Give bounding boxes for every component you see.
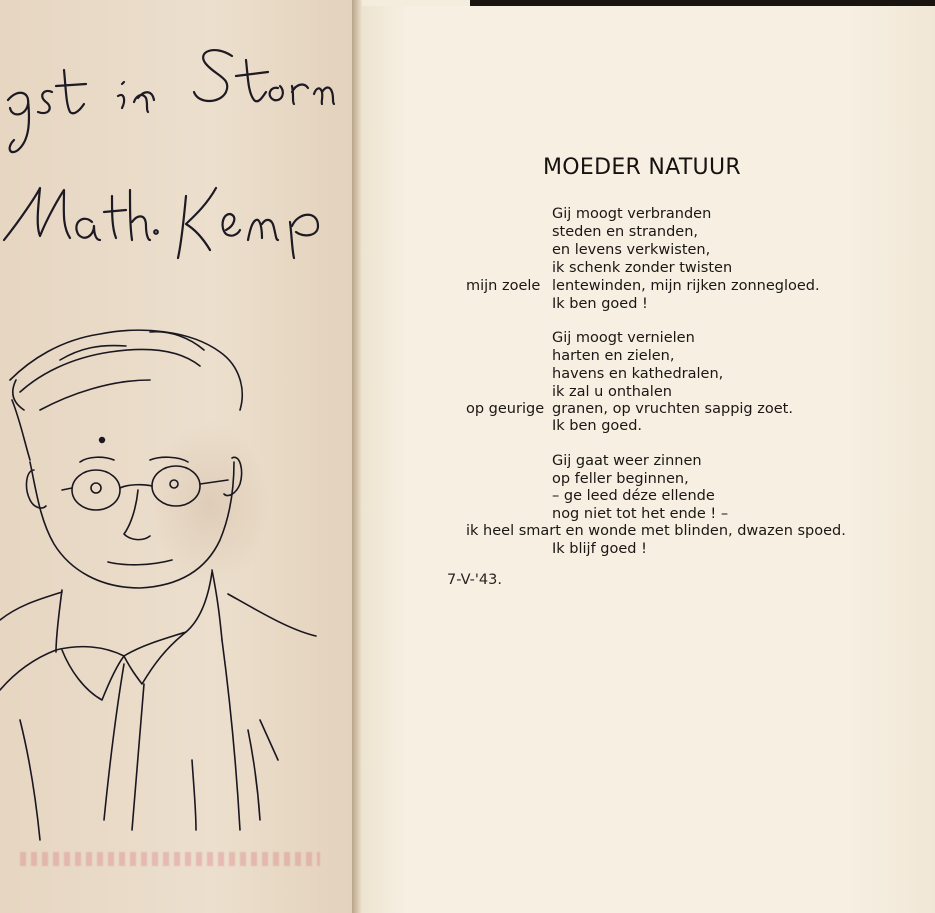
handwritten-author bbox=[4, 188, 318, 258]
poem-line: – ge leed déze ellende bbox=[552, 488, 715, 504]
book-gutter bbox=[352, 0, 362, 913]
poem-line: ik schenk zonder twisten bbox=[552, 260, 733, 276]
poem-line: en levens verkwisten, bbox=[552, 242, 711, 258]
poem-line: ik heel smart en wonde met blinden, dwazen spoed. bbox=[466, 523, 846, 539]
poem-line: harten en zielen, bbox=[552, 348, 675, 364]
poem-line: op feller beginnen, bbox=[552, 471, 689, 487]
left-page bbox=[0, 0, 355, 913]
poem-line: Gij moogt vernielen bbox=[552, 330, 695, 346]
poem-line: Ik ben goed. bbox=[552, 418, 643, 434]
poem-line: granen, op vruchten sappig zoet. bbox=[552, 401, 793, 417]
handwritten-title bbox=[8, 50, 334, 152]
poem-line: Gij moogt verbranden bbox=[552, 206, 712, 222]
poem-line: nog niet tot het ende ! – bbox=[552, 506, 729, 522]
poem-line: steden en stranden, bbox=[552, 224, 699, 240]
poem-line: ik zal u onthalen bbox=[552, 384, 672, 400]
poem-line: Ik blijf goed ! bbox=[552, 541, 647, 557]
poem-line: lentewinden, mijn rijken zonnegloed. bbox=[552, 278, 820, 294]
handwriting-and-sketch bbox=[0, 0, 355, 913]
poem-line: Ik ben goed ! bbox=[552, 296, 648, 312]
portrait-sketch bbox=[0, 330, 316, 840]
poem-lead-in: op geurige bbox=[466, 401, 545, 417]
poem-line: havens en kathedralen, bbox=[552, 366, 724, 382]
poem-title: MOEDER NATUUR bbox=[543, 155, 741, 180]
poem-lead-in: mijn zoele bbox=[466, 278, 541, 294]
poem-date: 7-V-'43. bbox=[447, 572, 502, 588]
poem-line: Gij gaat weer zinnen bbox=[552, 453, 702, 469]
